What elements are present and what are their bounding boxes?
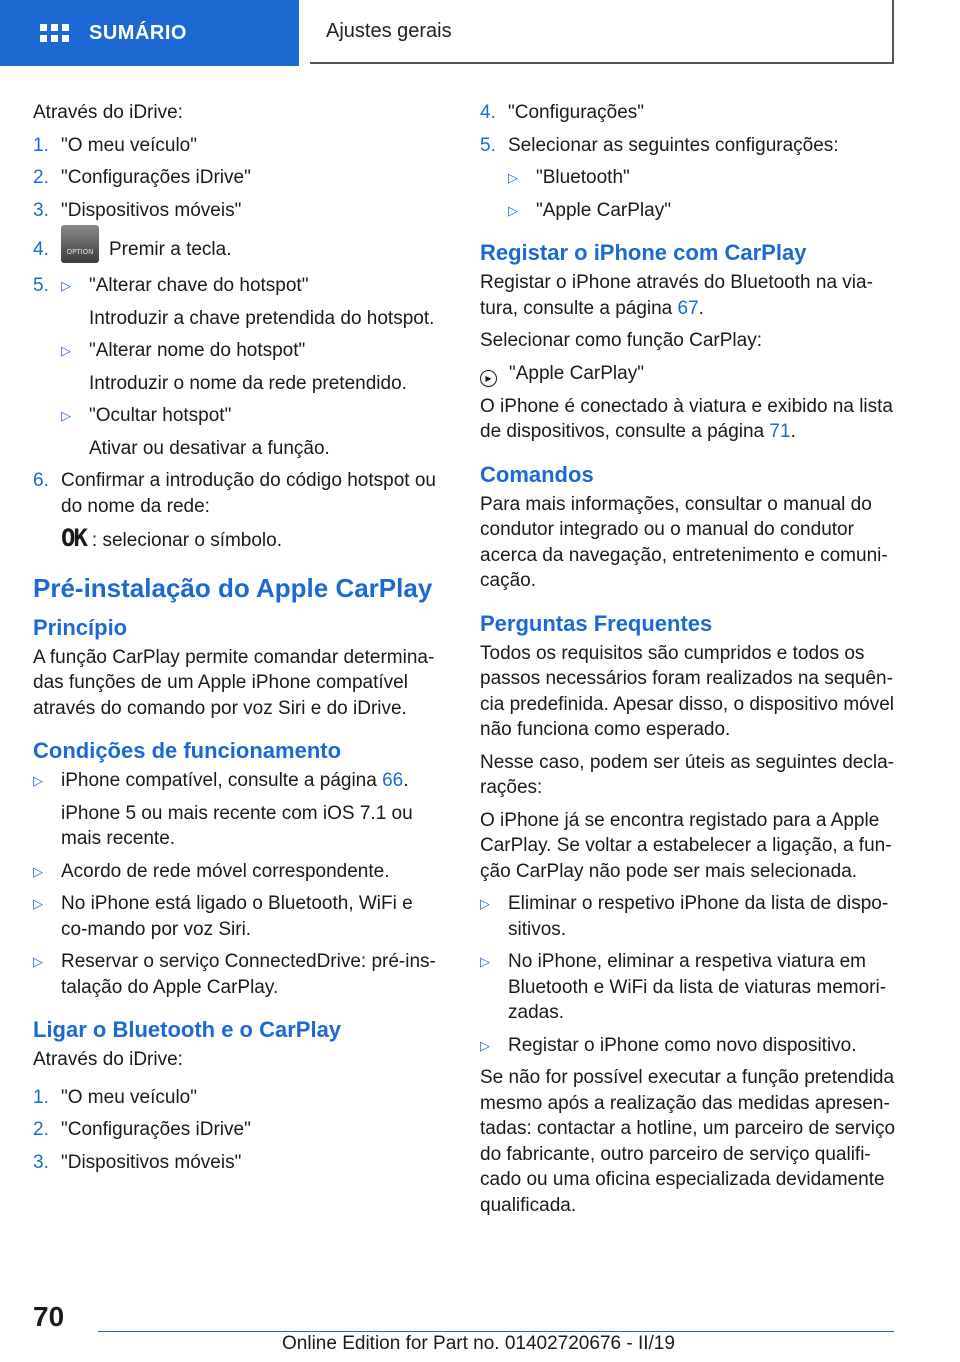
- step-item: [33, 1117, 443, 1143]
- step-detail: Ativar ou desativar a função.: [89, 437, 330, 459]
- bullet-item: [508, 198, 898, 224]
- triangle-bullet-icon: ▷: [61, 408, 71, 423]
- bullet-text: "Apple CarPlay": [536, 199, 671, 221]
- step-item: [480, 100, 898, 126]
- paragraph: [480, 361, 898, 387]
- step-text: "Dispositivos móveis": [61, 199, 242, 221]
- step-number: 1.: [33, 1086, 49, 1108]
- bullet-item: [480, 949, 898, 1026]
- triangle-bullet-icon: ▷: [61, 278, 71, 293]
- paragraph: [480, 394, 898, 445]
- paragraph-end: .: [698, 297, 704, 319]
- step-item: [33, 133, 443, 159]
- triangle-bullet-icon: ▷: [480, 1037, 490, 1053]
- step-number: 3.: [33, 1151, 49, 1173]
- heading-ligar: Ligar o Bluetooth e o CarPlay: [33, 1017, 342, 1042]
- step-text: "Configurações iDrive": [61, 167, 251, 188]
- paragraph: Selecionar como função CarPlay:: [480, 330, 762, 351]
- step-item: [33, 273, 443, 299]
- bullet-item: [480, 891, 898, 942]
- option-button-icon: [61, 225, 99, 263]
- bullet-text-part: iPhone compatível, consulte a página: [61, 770, 383, 791]
- triangle-bullet-icon: ▷: [480, 896, 490, 912]
- step-text: "Configurações iDrive": [61, 1119, 251, 1140]
- step-item: [33, 237, 443, 263]
- step-text: "Dispositivos móveis": [61, 1151, 242, 1173]
- bullet-text: Acordo de rede móvel correspondente.: [61, 860, 390, 882]
- ok-symbol-icon: OK: [61, 524, 86, 552]
- paragraph: O iPhone já se encontra registado para a Apple CarPlay. Se voltar a estabelecer a ligação, a fun‐ção CarPlay não pode ser mais selecionada.: [480, 809, 892, 882]
- intro-text: Através do iDrive:: [33, 102, 183, 123]
- paragraph: Se não for possível executar a função pretendida mesmo após a realização das medidas apresen‐tadas: contactar a hotline, um parceiro de serviço do fabricante, outro parceiro de serviço qualifi‐cado ou uma oficina especializada devidamente qualificada.: [480, 1067, 896, 1216]
- page-number: 70: [33, 1301, 65, 1332]
- summary-label: SUMÁRIO: [89, 21, 187, 44]
- paragraph-text: O iPhone é conectado à viatura e exibido na lista de dispositivos, consulte a página: [480, 395, 893, 443]
- bullet-text-end: .: [403, 770, 409, 791]
- bullet-detail: iPhone 5 ou mais recente com iOS 7.1 ou mais recente.: [61, 802, 413, 849]
- step-item: [33, 1150, 443, 1176]
- step-text-label: Premir a tecla.: [109, 239, 232, 261]
- bullet-text: No iPhone está ligado o Bluetooth, WiFi e co‐mando por voz Siri.: [61, 893, 413, 940]
- bullet-text: "Alterar chave do hotspot": [89, 275, 309, 296]
- paragraph: Nesse caso, podem ser úteis as seguintes decla‐rações:: [480, 751, 894, 799]
- step-item: [33, 165, 443, 191]
- step-number: 1.: [33, 134, 49, 156]
- page-link-67[interactable]: 67: [677, 297, 699, 319]
- triangle-bullet-icon: ▷: [33, 773, 43, 788]
- step-number: 5.: [33, 275, 49, 296]
- bullet-item: [61, 403, 443, 429]
- section-title: [310, 0, 894, 64]
- play-circle-icon: ▶: [480, 370, 497, 387]
- triangle-bullet-icon: ▷: [508, 202, 518, 218]
- triangle-bullet-icon: ▷: [33, 954, 43, 969]
- bullet-text: Reservar o serviço ConnectedDrive: pré-ins‐talação do Apple CarPlay.: [61, 951, 436, 998]
- bullet-item: [33, 768, 443, 794]
- step-item: [33, 468, 443, 519]
- bullet-item: [61, 338, 443, 364]
- triangle-bullet-icon: ▷: [61, 343, 71, 358]
- step-text: Selecionar as seguintes configurações:: [508, 134, 839, 156]
- bullet-text: "Alterar nome do hotspot": [89, 340, 306, 361]
- paragraph: [480, 270, 898, 321]
- bullet-item: [508, 165, 898, 191]
- step-text: "Configurações": [508, 102, 645, 123]
- paragraph-end: .: [790, 421, 796, 443]
- footer-edition: Online Edition for Part no. 01402720676 - II/19: [282, 1333, 675, 1354]
- heading-principio: Princípio: [33, 614, 128, 640]
- step-text: "O meu veículo": [61, 1086, 197, 1108]
- grid-icon: [40, 24, 69, 42]
- step-number: 2.: [33, 167, 49, 188]
- bullet-item: [480, 1033, 898, 1059]
- heading-condicoes: Condições de funcionamento: [33, 738, 342, 763]
- page-link-71[interactable]: 71: [769, 421, 791, 443]
- step-number: 2.: [33, 1119, 49, 1140]
- bullet-text: Eliminar o respetivo iPhone da lista de dispo‐sitivos.: [508, 893, 889, 940]
- step-item: [33, 1085, 443, 1111]
- step-number: 4.: [33, 239, 49, 260]
- step-text: "O meu veículo": [61, 134, 197, 156]
- triangle-bullet-icon: ▷: [508, 170, 518, 185]
- intro-text: Através do iDrive:: [33, 1049, 183, 1070]
- top-bar: [0, 0, 960, 66]
- step-detail: [61, 526, 443, 554]
- triangle-bullet-icon: ▷: [33, 863, 43, 879]
- bullet-text: Registar o iPhone como novo dispositivo.: [508, 1034, 857, 1056]
- paragraph: Todos os requisitos são cumpridos e todos os passos necessários foram realizados na sequên‐cia predefinida. Apesar disso, o dispositivo móvel não funciona como esperado.: [480, 642, 895, 741]
- paragraph: Para mais informações, consultar o manual do condutor integrado ou o manual do condutor acerca da navegação, entretenimento e comuni‐cação.: [480, 493, 888, 592]
- step-number: 3.: [33, 199, 49, 221]
- bullet-item: [33, 891, 443, 942]
- bullet-text: No iPhone, eliminar a respetiva viatura em Bluetooth e WiFi da lista de viaturas memori‐zadas.: [508, 951, 887, 1024]
- step-text: Confirmar a introdução do código hotspot ou do nome da rede:: [61, 470, 436, 517]
- heading-preinstall: Pré-instalação do Apple CarPlay: [33, 572, 433, 603]
- paragraph-text: Registar o iPhone através do Bluetooth na via‐tura, consulte a página: [480, 272, 873, 319]
- step-number: 4.: [480, 102, 496, 123]
- triangle-bullet-icon: ▷: [33, 896, 43, 911]
- heading-registar: Registar o iPhone com CarPlay: [480, 240, 807, 265]
- step-detail: Introduzir o nome da rede pretendido.: [89, 372, 407, 394]
- triangle-bullet-icon: ▷: [480, 954, 490, 970]
- heading-perguntas: Perguntas Frequentes: [480, 610, 713, 636]
- page-link-66[interactable]: 66: [382, 770, 404, 791]
- step-number: 5.: [480, 134, 496, 156]
- step-text: [61, 237, 231, 263]
- paragraph-text: "Apple CarPlay": [509, 362, 644, 384]
- step-item: [480, 133, 898, 159]
- bullet-text: [61, 768, 409, 794]
- left-column: [33, 100, 443, 1182]
- step-item: [33, 198, 443, 224]
- bullet-text: "Ocultar hotspot": [89, 405, 232, 426]
- principio-text: A função CarPlay permite comandar determina‐das funções de um Apple iPhone compatível através do comando por voz Siri e do iDrive.: [33, 646, 435, 719]
- bullet-item: [33, 859, 443, 885]
- section-title-text: Ajustes gerais: [326, 19, 452, 42]
- bullet-item: [33, 949, 443, 1000]
- step-detail-text: : selecionar o símbolo.: [91, 530, 282, 551]
- footer-divider: [98, 1331, 894, 1332]
- step-number: 6.: [33, 470, 49, 491]
- bullet-text: "Bluetooth": [536, 167, 630, 188]
- right-column: [480, 100, 898, 1225]
- summary-button[interactable]: [0, 0, 299, 66]
- step-detail: Introduzir a chave pretendida do hotspot.: [89, 307, 435, 329]
- heading-comandos: Comandos: [480, 461, 594, 487]
